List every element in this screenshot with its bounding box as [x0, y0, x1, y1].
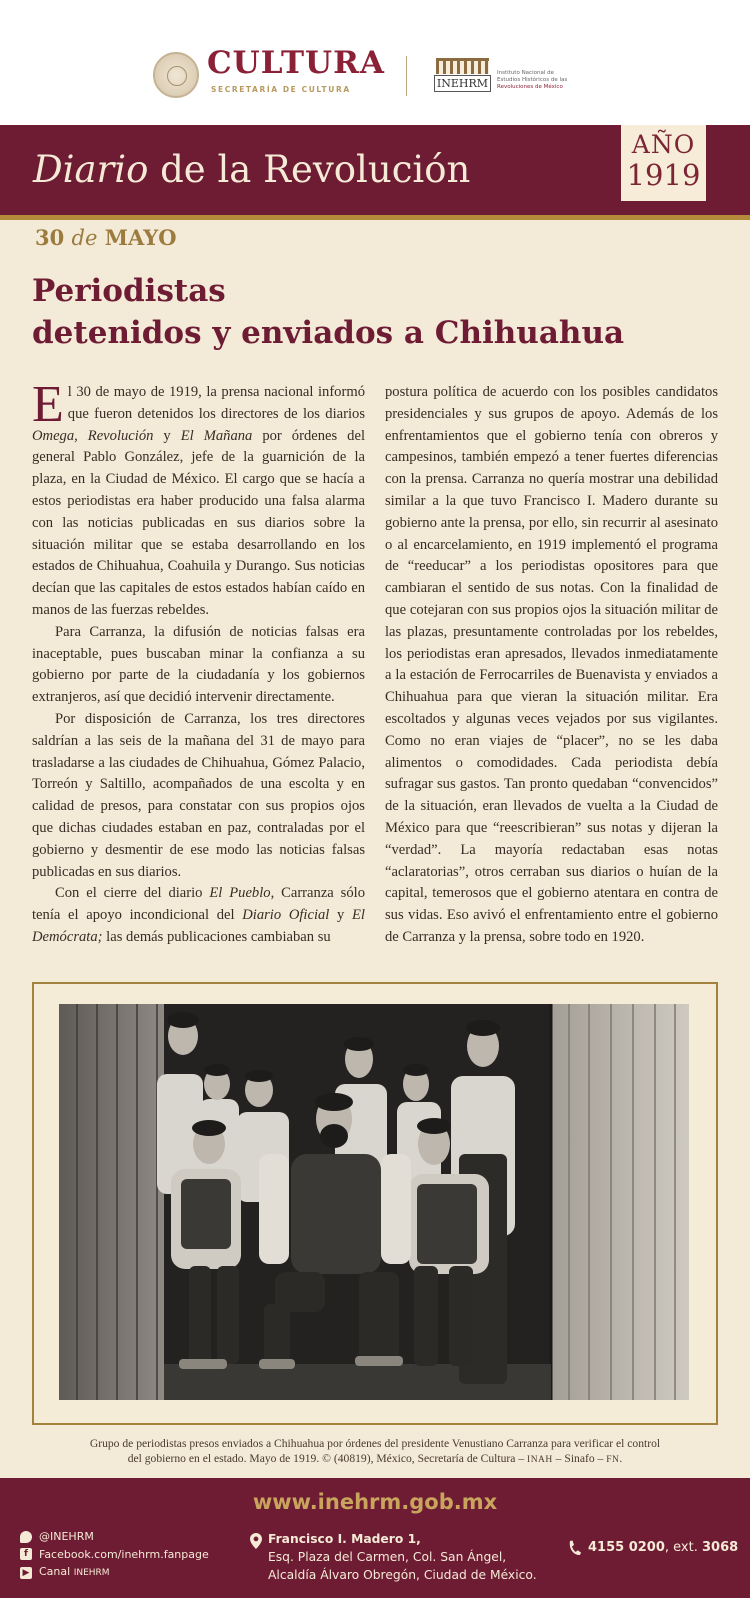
article-paragraph: [32, 883, 365, 948]
article-column-left: [32, 376, 365, 949]
paragraph-text: las demás publicaciones cambiaban su: [102, 928, 331, 945]
drop-cap: E: [32, 376, 64, 433]
article-paragraph: [32, 376, 365, 622]
newspaper-name: El Mañana: [180, 427, 253, 444]
caption-text: del gobierno en el estado. Mayo de 1919. © (40819), México, Secretaría de Cultura –: [127, 1452, 528, 1465]
year-label: AÑO: [631, 130, 696, 159]
youtube-channel-name: INEHRM: [73, 1568, 110, 1578]
logo-divider: [406, 56, 407, 96]
paragraph-text: , Carranza sólo tenía el apoyo incondicional del: [32, 885, 365, 924]
cultura-logo-subtitle: SECRETARÍA DE CULTURA: [211, 85, 351, 94]
publication-title-rest: de la Revolución: [148, 148, 471, 191]
newspaper-name: El Demócrata;: [32, 907, 365, 945]
inehrm-desc-line: Revoluciones de México: [497, 84, 563, 90]
headline-line: detenidos y enviados a Chihuahua: [32, 315, 625, 351]
caption-text: .: [619, 1452, 623, 1465]
photo-caption: [60, 1436, 690, 1468]
caption-text: INAH: [527, 1455, 553, 1465]
youtube-channel: [39, 1563, 110, 1583]
paragraph-text: y: [153, 427, 181, 444]
paragraph-text: Con el cierre del diario: [55, 885, 210, 902]
youtube-link[interactable]: [20, 1563, 209, 1583]
phone-ext-label: , ext.: [664, 1540, 702, 1555]
banner-gold-rule: [0, 215, 750, 220]
year-box: [621, 125, 706, 201]
caption-text: – Sinafo –: [552, 1452, 607, 1465]
facebook-url: Facebook.com/inehrm.fanpage: [39, 1547, 209, 1561]
cultura-logo-text: CULTURA: [207, 45, 385, 81]
phone-main: 4155 0200: [588, 1540, 665, 1555]
phone-number[interactable]: [588, 1540, 738, 1555]
address-line: Alcaldía Álvaro Obregón, Ciudad de México.: [268, 1568, 537, 1582]
paragraph-text: por órdenes del general Pablo González, jefe de la guarnición de la plaza, en la Ciudad de México. El cargo que se hacía a estos periodistas era haber producido una falsa alarma con las noticias publicadas en sus diarios sobre la situación militar que se estaba desarrollando en los estados de Chihuahua, Coahuila y Durango. Sus noticias decían que las capitales de estos estados habían caído en manos de las fuerzas rebeldes.: [32, 427, 365, 618]
date-day: 30: [35, 225, 65, 250]
inehrm-building-icon: [436, 58, 489, 74]
date-month: MAYO: [104, 225, 177, 250]
article-column-right: [385, 382, 718, 949]
date-de: de: [71, 226, 98, 250]
publication-title-italic: Diario: [33, 148, 149, 191]
article-headline: [32, 270, 712, 354]
phone-icon: [567, 1540, 581, 1556]
newspaper-name: Diario Oficial: [242, 907, 330, 924]
inehrm-desc-line: Instituto Nacional de: [497, 70, 554, 76]
newspaper-name: Omega, Revolución: [32, 427, 154, 444]
facebook-icon: f: [20, 1548, 32, 1560]
inehrm-logo-text: INEHRM: [434, 75, 491, 92]
inehrm-logo-description: [497, 70, 587, 91]
twitter-icon: [20, 1531, 32, 1543]
article-paragraph: Por disposición de Carranza, los tres directores saldrían a las seis de la mañana del 31 de mayo para trasladarse a las ciudades de Chihuahua, Gómez Palacio, Torreón y Saltillo, acompañados de una escolta y en calidad de presos, para constatar con sus propios ojos que dichas ciudades estaban en paz, contraladas por el gobierno y desmentir de ese modo las noticias falsas publicadas en sus diarios.: [32, 710, 365, 880]
twitter-link[interactable]: [20, 1528, 209, 1546]
location-pin-icon: [250, 1533, 262, 1549]
photo-illustration: [59, 1004, 689, 1400]
inehrm-desc-line: Estudios Históricos de las: [497, 77, 568, 83]
article-paragraph: postura política de acuerdo con los posibles candidatos presidenciales y sus grupos de apoyo. Además de los enfrentamientos que el gobierno tenía con obreros y campesinos, también empezó a tener fuertes diferencias con la prensa. Carranza no quería mostrar una debilidad similar a la que tuvo Francisco I. Madero durante su gobierno ante la prensa, por ello, sin recurrir al asesinato o al encarcelamiento, en 1919 implementó el programa de “reeducar” a los periodistas opositores para que cambiaran el sentido de sus notas. Con la finalidad de que cotejaran con sus propios ojos la situación militar de las plazas, presuntamente controladas por los rebeldes, los periodistas eran apresados, llevados inmediatamente a la estación de Ferrocarriles de Buenavista y enviados a Chihuahua para que vieran la situación militar. Era escoltados y algunas veces vejados por sus vigilantes. Como no eran viajes de “placer”, no se les daba alimentos o comodidades. Cada periodista debía sufragar sus gastos. Tan pronto quedaban “convencidos” de la situación, eran llevados de vuelta a la Ciudad de México para que “reescribieran” sus notas y dijeran la “verdad”. La mayoría redactaban esas notas “aclaratorias”, otros cerraban sus diarios o huían de la capital, temerosos que el gobierno atentara en contra de sus vidas. Eso avivó el enfrentamiento entre el gobierno de Carranza y la prensa, sobre todo en 1920.: [385, 384, 718, 945]
paragraph-text: y: [329, 907, 353, 924]
year-number: 1919: [626, 158, 701, 192]
paragraph-text: l 30 de mayo de 1919, la prensa nacional informó que fueron detenidos los directores de los diarios: [67, 384, 365, 422]
phone-ext: 3068: [701, 1540, 739, 1555]
facebook-link[interactable]: [20, 1546, 209, 1564]
address-line: Francisco I. Madero 1,: [268, 1532, 421, 1546]
historical-photo: [59, 1004, 689, 1400]
publication-title: [33, 142, 470, 198]
caption-text: FN: [606, 1455, 620, 1465]
mexico-seal-logo: [153, 52, 199, 98]
newspaper-name: El Pueblo: [209, 885, 271, 902]
address-line: Esq. Plaza del Carmen, Col. San Ángel,: [268, 1550, 507, 1564]
social-links: [20, 1528, 209, 1583]
caption-line: [60, 1451, 690, 1468]
twitter-handle: @INEHRM: [39, 1530, 94, 1543]
headline-line: Periodistas: [32, 273, 226, 309]
youtube-channel-prefix: Canal: [39, 1565, 74, 1578]
youtube-icon: ▶: [20, 1567, 32, 1579]
address: [268, 1530, 537, 1584]
article-date: [35, 225, 177, 250]
article-paragraph: Para Carranza, la difusión de noticias falsas era inaceptable, pues buscaban minar la confianza a su gobierno por parte de la ciudadanía y los gobiernos extranjeros, así que decidió intervenir directamente.: [32, 623, 365, 706]
website-link[interactable]: www.inehrm.gob.mx: [252, 1490, 498, 1514]
caption-line: Grupo de periodistas presos enviados a Chihuahua por órdenes del presidente Venustiano Carranza para verificar el control: [89, 1437, 661, 1450]
